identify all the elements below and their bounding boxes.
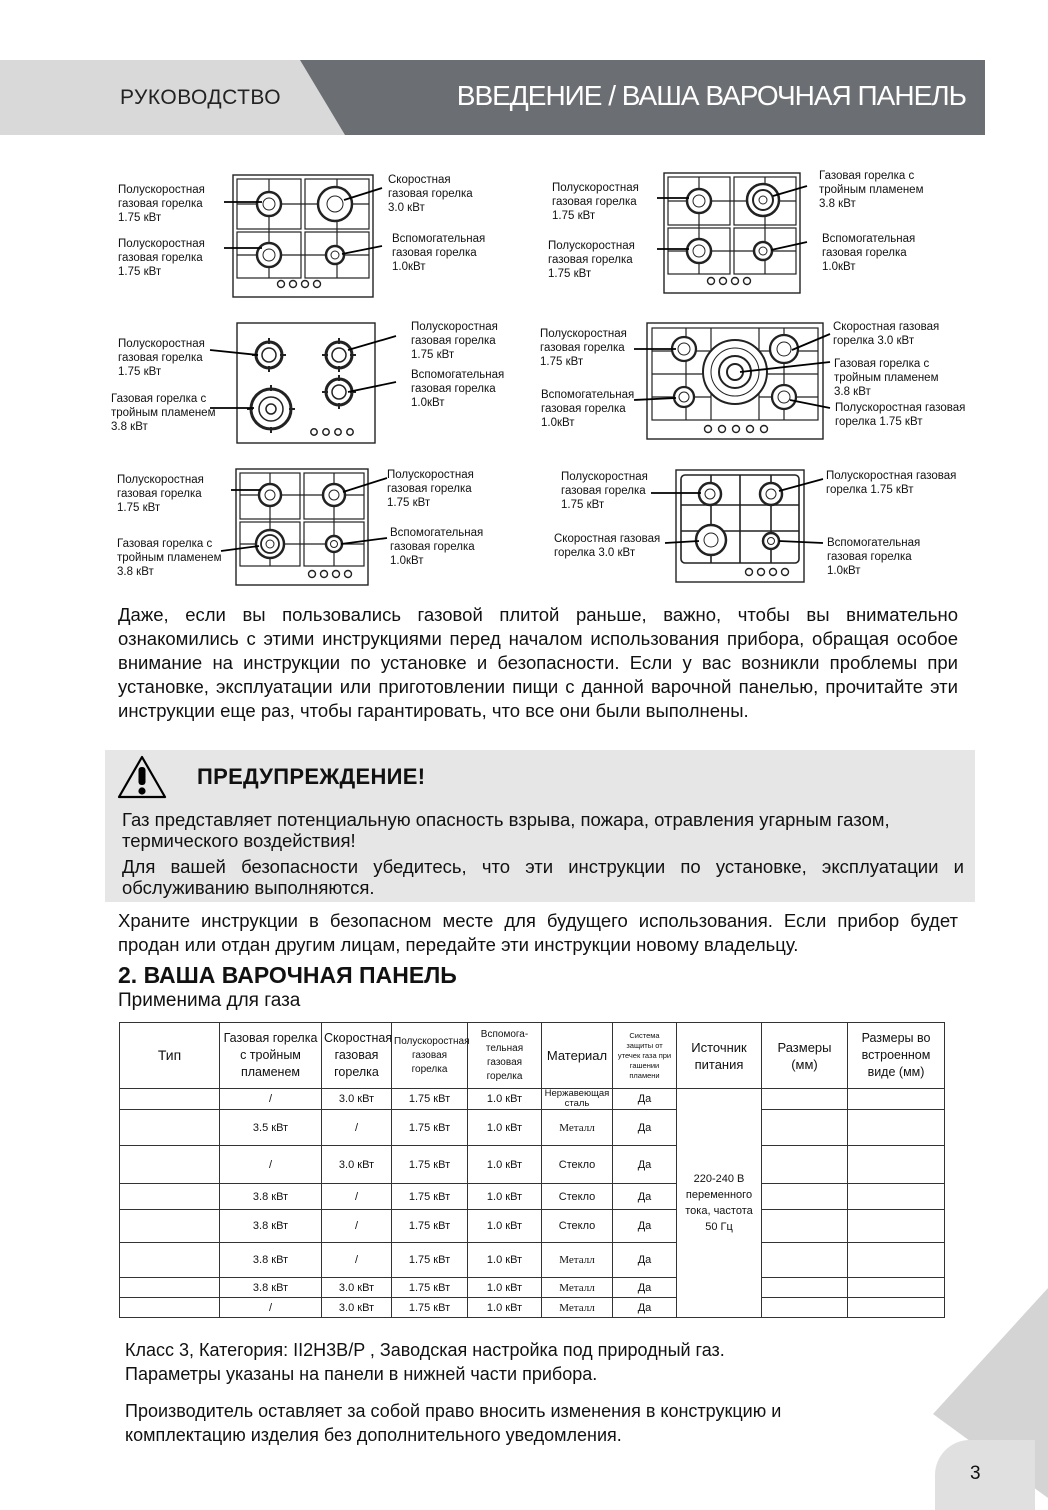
cell-auxiliary: 1.0 кВт xyxy=(468,1210,542,1243)
cell-auxiliary: 1.0 кВт xyxy=(468,1243,542,1278)
cell-safety: Да xyxy=(613,1243,677,1278)
cell-auxiliary: 1.0 кВт xyxy=(468,1089,542,1110)
cell-triple: / xyxy=(220,1089,322,1110)
cell-built-in-dimensions xyxy=(848,1298,945,1318)
cell-triple: 3.5 кВт xyxy=(220,1110,322,1146)
cell-rapid: / xyxy=(322,1243,392,1278)
cell-rapid: / xyxy=(322,1184,392,1210)
cell-built-in-dimensions xyxy=(848,1146,945,1184)
d3-left-top-label: Полускоростная газовая горелка 1.75 кВт xyxy=(118,338,205,378)
cell-semi-rapid: 1.75 кВт xyxy=(392,1110,468,1146)
hob-diagram-6 xyxy=(675,469,805,583)
section-title: 2. ВАША ВАРОЧНАЯ ПАНЕЛЬ xyxy=(118,962,457,988)
cell-semi-rapid: 1.75 кВт xyxy=(392,1298,468,1318)
header-right-title: ВВЕДЕНИЕ / ВАША ВАРОЧНАЯ ПАНЕЛЬ xyxy=(456,80,966,111)
cell-semi-rapid: 1.75 кВт xyxy=(392,1210,468,1243)
cell-dimensions xyxy=(762,1089,848,1110)
cell-dimensions xyxy=(762,1298,848,1318)
cell-semi-rapid: 1.75 кВт xyxy=(392,1278,468,1298)
cell-rapid: 3.0 кВт xyxy=(322,1089,392,1110)
th-power: Источник питания xyxy=(677,1023,762,1089)
cell-built-in-dimensions xyxy=(848,1210,945,1243)
class-category-line: Класс 3, Категория: II2H3B/P , Заводская настройка под природный газ. xyxy=(125,1340,725,1360)
cell-type xyxy=(120,1110,220,1146)
th-rapid-burner: Скоростная газовая горелка xyxy=(322,1023,392,1089)
d1-right-top-label: Скоростная газовая горелка 3.0 кВт xyxy=(388,174,473,214)
cell-safety: Да xyxy=(613,1110,677,1146)
d3-right-bottom-label: Вспомогательная газовая горелка 1.0кВт xyxy=(411,369,505,409)
d6-left-top-label: Полускоростная газовая горелка 1.75 кВт xyxy=(561,471,648,511)
cell-dimensions xyxy=(762,1210,848,1243)
table-row xyxy=(120,1243,945,1278)
cell-auxiliary: 1.0 кВт xyxy=(468,1184,542,1210)
cell-built-in-dimensions xyxy=(848,1184,945,1210)
d6-right-top-label: Полускоростная газовая горелка 1.75 кВт xyxy=(826,470,957,496)
th-dimensions: Размеры (мм) xyxy=(762,1023,848,1089)
table-row xyxy=(120,1298,945,1318)
manufacturer-notice: Производитель оставляет за собой право вносить изменения в конструкцию и комплектацию изделия без дополнительного уведомления. xyxy=(125,1401,782,1445)
d3-right-top-label: Полускоростная газовая горелка 1.75 кВт xyxy=(411,321,498,361)
cell-dimensions xyxy=(762,1184,848,1210)
d2-left-bottom-label: Полускоростная газовая горелка 1.75 кВт xyxy=(548,240,635,280)
d5-left-top-label: Полускоростная газовая горелка 1.75 кВт xyxy=(117,474,204,514)
cell-triple: 3.8 кВт xyxy=(220,1243,322,1278)
parameters-line: Параметры указаны на панели в нижней части прибора. xyxy=(125,1364,598,1384)
d4-left-bottom-label: Вспомогательная газовая горелка 1.0кВт xyxy=(541,389,635,429)
d1-left-top-label: Полускоростная газовая горелка 1.75 кВт xyxy=(118,184,205,224)
spec-table xyxy=(119,1022,945,1318)
cell-dimensions xyxy=(762,1278,848,1298)
cell-semi-rapid: 1.75 кВт xyxy=(392,1146,468,1184)
d2-right-top-label: Газовая горелка с тройным пламенем 3.8 кВт xyxy=(819,170,924,210)
hob-diagram-2 xyxy=(663,172,801,294)
cell-type xyxy=(120,1089,220,1110)
header-left-title: РУКОВОДСТВО xyxy=(120,86,282,109)
cell-rapid: / xyxy=(322,1210,392,1243)
cell-type xyxy=(120,1243,220,1278)
page-number-tab xyxy=(935,1440,1035,1510)
cell-dimensions xyxy=(762,1243,848,1278)
table-row xyxy=(120,1110,945,1146)
table-row xyxy=(120,1146,945,1184)
th-material: Материал xyxy=(542,1023,613,1089)
th-gas-safety: Система защиты от утечек газа при гашении пламени xyxy=(613,1023,677,1089)
cell-power-supply: 220-240 В переменного тока, частота 50 Гц xyxy=(677,1089,762,1318)
cell-built-in-dimensions xyxy=(848,1278,945,1298)
section-subtitle: Применима для газа xyxy=(118,990,301,1011)
page-number: 3 xyxy=(970,1463,981,1484)
cell-triple: 3.8 кВт xyxy=(220,1210,322,1243)
table-row xyxy=(120,1210,945,1243)
cell-material: Стекло xyxy=(542,1146,613,1184)
cell-triple: 3.8 кВт xyxy=(220,1184,322,1210)
cell-triple: 3.8 кВт xyxy=(220,1278,322,1298)
hob-diagram-4 xyxy=(646,322,824,440)
cell-safety: Да xyxy=(613,1210,677,1243)
cell-type xyxy=(120,1210,220,1243)
cell-material: Металл xyxy=(542,1243,613,1278)
d5-right-bottom-label: Вспомогательная газовая горелка 1.0кВт xyxy=(390,527,484,567)
th-semi-rapid-burner: Полускоростная газовая горелка xyxy=(392,1023,468,1089)
table-row xyxy=(120,1278,945,1298)
d6-left-bottom-label: Скоростная газовая горелка 3.0 кВт xyxy=(554,533,661,559)
cell-type xyxy=(120,1298,220,1318)
cell-material: Стекло xyxy=(542,1210,613,1243)
cell-material: Металл xyxy=(542,1110,613,1146)
intro-paragraph: Даже, если вы пользовались газовой плитой раньше, важно, чтобы вы внимательно ознакомились с этими инструкциями перед началом использования прибора, обращая особое внимание на инструкции по установке и безопасности. Если у вас возникли проблемы при установке, эксплуатации или приготовлении пищи с данной варочной панелью, прочитайте эти инструкции еще раз, чтобы гарантировать, что все они были выполнены. xyxy=(118,604,958,721)
d5-left-bottom-label: Газовая горелка с тройным пламенем 3.8 кВт xyxy=(117,538,222,578)
cell-safety: Да xyxy=(613,1146,677,1184)
d4-right-top-label: Скоростная газовая горелка 3.0 кВт xyxy=(833,321,940,347)
d5-right-top-label: Полускоростная газовая горелка 1.75 кВт xyxy=(387,469,474,509)
th-type: Тип xyxy=(120,1023,220,1089)
cell-auxiliary: 1.0 кВт xyxy=(468,1146,542,1184)
th-built-in-dimensions: Размеры во встроенном виде (мм) xyxy=(848,1023,945,1089)
cell-rapid: 3.0 кВт xyxy=(322,1278,392,1298)
th-auxiliary-burner: Вспомога-тельная газовая горелка xyxy=(468,1023,542,1089)
cell-type xyxy=(120,1146,220,1184)
cell-rapid: / xyxy=(322,1110,392,1146)
hob-diagram-5 xyxy=(235,468,369,586)
keep-instructions-paragraph: Храните инструкции в безопасном месте для будущего использования. Если прибор будет продан или отдан другим лицам, передайте эти инструкции новому владельцу. xyxy=(118,910,958,955)
table-row xyxy=(120,1089,945,1110)
cell-built-in-dimensions xyxy=(848,1110,945,1146)
d1-right-bottom-label: Вспомогательная газовая горелка 1.0кВт xyxy=(392,233,486,273)
cell-auxiliary: 1.0 кВт xyxy=(468,1278,542,1298)
warning-text-2: Для вашей безопасности убедитесь, что эти инструкции по установке, эксплуатации и обслуживанию выполняются. xyxy=(122,856,964,898)
cell-safety: Да xyxy=(613,1089,677,1110)
cell-semi-rapid: 1.75 кВт xyxy=(392,1089,468,1110)
cell-built-in-dimensions xyxy=(848,1243,945,1278)
cell-built-in-dimensions xyxy=(848,1089,945,1110)
cell-safety: Да xyxy=(613,1184,677,1210)
cell-dimensions xyxy=(762,1146,848,1184)
d4-right-middle-label: Газовая горелка с тройным пламенем 3.8 кВт xyxy=(834,358,939,398)
warning-text-1: Газ представляет потенциальную опасность взрыва, пожара, отравления угарным газом, термического воздействия! xyxy=(122,809,890,851)
th-triple-burner: Газовая горелка с тройным пламенем xyxy=(220,1023,322,1089)
d4-left-top-label: Полускоростная газовая горелка 1.75 кВт xyxy=(540,328,627,368)
table-header-row xyxy=(120,1023,945,1089)
cell-rapid: 3.0 кВт xyxy=(322,1298,392,1318)
cell-triple: / xyxy=(220,1146,322,1184)
table-row xyxy=(120,1184,945,1210)
d1-left-bottom-label: Полускоростная газовая горелка 1.75 кВт xyxy=(118,238,205,278)
cell-material: Стекло xyxy=(542,1184,613,1210)
d4-right-bottom-label: Полускоростная газовая горелка 1.75 кВт xyxy=(835,402,966,428)
cell-material: Металл xyxy=(542,1298,613,1318)
cell-safety: Да xyxy=(613,1278,677,1298)
cell-material: Металл xyxy=(542,1278,613,1298)
hob-diagram-3 xyxy=(236,322,376,444)
warning-title: ПРЕДУПРЕЖДЕНИЕ! xyxy=(197,764,426,789)
cell-material: Нержавеющая сталь xyxy=(542,1089,613,1110)
cell-semi-rapid: 1.75 кВт xyxy=(392,1243,468,1278)
d2-right-bottom-label: Вспомогательная газовая горелка 1.0кВт xyxy=(822,233,916,273)
cell-type xyxy=(120,1278,220,1298)
cell-safety: Да xyxy=(613,1298,677,1318)
cell-semi-rapid: 1.75 кВт xyxy=(392,1184,468,1210)
cell-dimensions xyxy=(762,1110,848,1146)
warning-triangle-icon xyxy=(116,754,168,800)
hob-diagram-1 xyxy=(232,174,374,298)
cell-auxiliary: 1.0 кВт xyxy=(468,1110,542,1146)
cell-rapid: 3.0 кВт xyxy=(322,1146,392,1184)
cell-triple: / xyxy=(220,1298,322,1318)
cell-auxiliary: 1.0 кВт xyxy=(468,1298,542,1318)
d3-left-bottom-label: Газовая горелка с тройным пламенем 3.8 кВт xyxy=(111,393,216,433)
cell-type xyxy=(120,1184,220,1210)
d2-left-top-label: Полускоростная газовая горелка 1.75 кВт xyxy=(552,182,639,222)
d6-right-bottom-label: Вспомогательная газовая горелка 1.0кВт xyxy=(827,537,921,577)
